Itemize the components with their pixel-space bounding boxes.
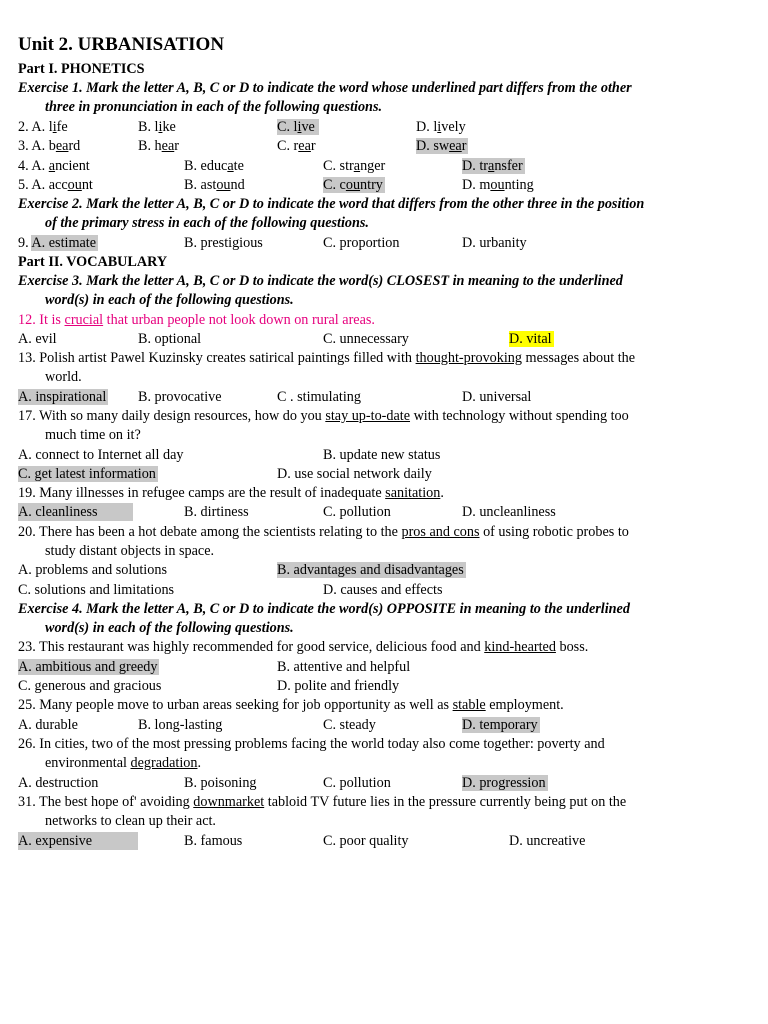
q20-option-c: C. solutions and limitations	[18, 582, 175, 598]
q23-option-c: C. generous and gracious	[18, 678, 162, 694]
q25-option-c: C. steady	[323, 717, 376, 733]
exercise-4-instruction: Exercise 4. Mark the letter A, B, C or D to indicate the word(s) OPPOSITE in meaning to the underlined	[18, 601, 630, 617]
part-heading-phonetics: Part I. PHONETICS	[18, 61, 145, 77]
q2-option-c: C. live	[277, 118, 319, 136]
q4-option-b: B. educate	[184, 158, 244, 174]
q3-option-c: C. rear	[277, 138, 316, 154]
q3-option-d: D. swear	[416, 138, 467, 154]
q20-option-d: D. causes and effects	[323, 582, 443, 598]
exercise-3-instruction: Exercise 3. Mark the letter A, B, C or D to indicate the word(s) CLOSEST in meaning to the underlined	[18, 273, 623, 289]
q4-option-d: D. transfer	[462, 158, 523, 174]
q13-option-d: D. universal	[462, 389, 532, 405]
q2-option-b: B. like	[138, 119, 176, 135]
q23-option-d: D. polite and friendly	[277, 678, 400, 694]
q26-stem: 26. In cities, two of the most pressing problems facing the world today also come together: poverty and	[18, 736, 605, 752]
q13-stem: 13. Polish artist Pawel Kuzinsky creates satirical paintings filled with thought-provoking messages about the	[18, 350, 636, 366]
q20-option-b: B. advantages and disadvantages	[277, 562, 464, 578]
q19-option-b: B. dirtiness	[184, 504, 249, 520]
q13-stem-cont: world.	[45, 369, 82, 385]
q12-option-c: C. unnecessary	[323, 331, 409, 347]
q31-stem-cont: networks to clean up their act.	[45, 813, 216, 829]
q26-option-b: B. poisoning	[184, 775, 257, 791]
q5-option-c: C. country	[323, 177, 383, 193]
q23-option-a: A. ambitious and greedy	[18, 659, 158, 675]
page-title: Unit 2. URBANISATION	[18, 34, 225, 55]
q25-option-b: B. long-lasting	[138, 717, 223, 733]
q13-option-b: B. provocative	[138, 389, 222, 405]
q25-option-d: D. temporary	[462, 717, 538, 733]
q5-option-a: 5. A. account	[18, 177, 93, 193]
q12-stem: 12. It is crucial that urban people not look down on rural areas.	[18, 312, 375, 328]
q13-option-a: A. inspirational	[18, 389, 107, 405]
q19-stem: 19. Many illnesses in refugee camps are the result of inadequate sanitation.	[18, 485, 444, 501]
q17-option-d: D. use social network daily	[277, 466, 432, 482]
q5-option-b: B. astound	[184, 177, 245, 193]
q4-option-c: C. stranger	[323, 158, 386, 174]
exercise-2-instruction: Exercise 2. Mark the letter A, B, C or D to indicate the word that differs from the other three in the position	[18, 196, 645, 212]
q9-option-d: D. urbanity	[462, 235, 527, 251]
q23-option-b: B. attentive and helpful	[277, 659, 411, 675]
q20-stem: 20. There has been a hot debate among the scientists relating to the pros and cons of using robotic probes to	[18, 524, 629, 540]
q26-option-d: D. progression	[462, 775, 546, 791]
q20-stem-cont: study distant objects in space.	[45, 543, 215, 559]
q13-option-c: C . stimulating	[277, 389, 361, 405]
q31-option-a: A. expensive	[18, 832, 138, 850]
q9-option-c: C. proportion	[323, 235, 400, 251]
q31-option-d: D. uncreative	[509, 833, 586, 849]
q12-option-b: B. optional	[138, 331, 202, 347]
q25-stem: 25. Many people move to urban areas seeking for job opportunity as well as stable employment.	[18, 697, 564, 713]
q17-stem: 17. With so many daily design resources, how do you stay up-to-date with technology without spending too	[18, 408, 629, 424]
q26-option-a: A. destruction	[18, 775, 99, 791]
q17-option-b: B. update new status	[323, 447, 441, 463]
q17-option-a: A. connect to Internet all day	[18, 447, 184, 463]
q31-stem: 31. The best hope of' avoiding downmarket tabloid TV future lies in the pressure currently being put on the	[18, 794, 627, 810]
q9-option-a: 9. A. estimate	[18, 235, 97, 251]
q5-option-d: D. mounting	[462, 177, 534, 193]
q23-stem: 23. This restaurant was highly recommended for good service, delicious food and kind-hearted boss.	[18, 639, 589, 655]
q31-option-c: C. poor quality	[323, 833, 409, 849]
q2-option-a: 2. A. life	[18, 119, 68, 135]
q12-option-d: D. vital	[509, 331, 552, 347]
exercise-1-instruction: Exercise 1. Mark the letter A, B, C or D to indicate the word whose underlined part differs from the other	[18, 80, 632, 96]
q9-option-b: B. prestigious	[184, 235, 263, 251]
exercise-2-instruction-cont: of the primary stress in each of the following questions.	[45, 215, 369, 231]
q4-option-a: 4. A. ancient	[18, 158, 90, 174]
q31-option-b: B. famous	[184, 833, 243, 849]
q25-option-a: A. durable	[18, 717, 78, 733]
q17-stem-cont: much time on it?	[45, 427, 141, 443]
q19-option-c: C. pollution	[323, 504, 391, 520]
q19-option-a: A. cleanliness	[18, 503, 133, 521]
q26-option-c: C. pollution	[323, 775, 391, 791]
q17-option-c: C. get latest information	[18, 466, 156, 482]
q3-option-b: B. hear	[138, 138, 179, 154]
q20-option-a: A. problems and solutions	[18, 562, 167, 578]
q26-stem-cont: environmental degradation.	[45, 755, 202, 771]
q12-option-a: A. evil	[18, 331, 57, 347]
exercise-4-instruction-cont: word(s) in each of the following questions.	[45, 620, 294, 636]
part-heading-vocabulary: Part II. VOCABULARY	[18, 254, 168, 270]
exercise-3-instruction-cont: word(s) in each of the following questions.	[45, 292, 294, 308]
exercise-1-instruction-cont: three in pronunciation in each of the following questions.	[45, 99, 383, 115]
q2-option-d: D. lively	[416, 119, 466, 135]
q3-option-a: 3. A. beard	[18, 138, 81, 154]
q19-option-d: D. uncleanliness	[462, 504, 556, 520]
